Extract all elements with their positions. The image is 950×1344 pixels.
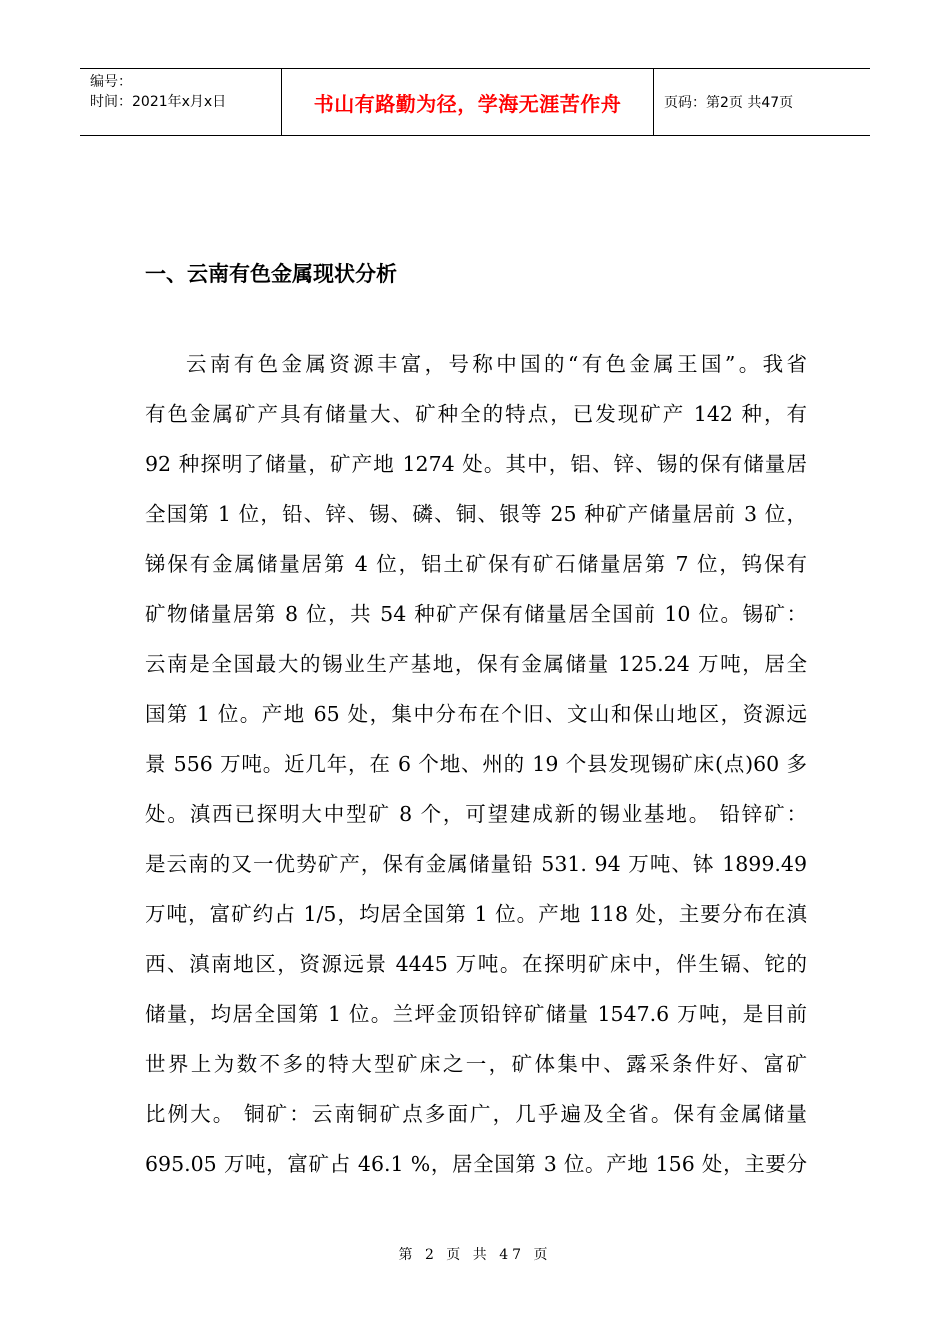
- date-label: 时间：2021年x月x日: [90, 94, 227, 110]
- serial-number-label: 编号：: [90, 74, 132, 90]
- body-line: 景 556 万吨。近几年，在 6 个地、州的 19 个县发现锡矿床(点)60 多: [145, 752, 807, 776]
- body-line: 有色金属矿产具有储量大、矿种全的特点，已发现矿产 142 种，有: [145, 402, 807, 426]
- body-line: 云南是全国最大的锡业生产基地，保有金属储量 125.24 万吨，居全: [145, 652, 807, 676]
- body-line: 云南有色金属资源丰富，号称中国的“有色金属王国”。我省: [186, 352, 807, 376]
- body-line: 矿物储量居第 8 位，共 54 种矿产保有储量居全国前 10 位。锡矿：: [145, 602, 807, 626]
- body-line: 处。滇西已探明大中型矿 8 个，可望建成新的锡业基地。 铅锌矿：: [145, 802, 807, 826]
- page-info-cell: [654, 69, 870, 135]
- section-heading: 一、云南有色金属现状分析: [145, 262, 397, 286]
- body-line: 92 种探明了储量，矿产地 1274 处。其中，铝、锌、锡的保有储量居: [145, 452, 807, 476]
- body-line: 比例大。 铜矿：云南铜矿点多面广，几乎遍及全省。保有金属储量: [145, 1102, 807, 1126]
- header-meta-cell: [80, 69, 282, 135]
- body-line: 万吨，富矿约占 1/5，均居全国第 1 位。产地 118 处，主要分布在滇: [145, 902, 807, 926]
- motto-cell: [282, 69, 654, 135]
- page-info-text: 页码：第2页 共47页: [664, 95, 794, 111]
- body-line: 西、滇南地区，资源远景 4445 万吨。在探明矿床中，伴生镉、铊的: [145, 952, 807, 976]
- body-line: 国第 1 位。产地 65 处，集中分布在个旧、文山和保山地区，资源远: [145, 702, 807, 726]
- body-line: 锑保有金属储量居第 4 位，铝土矿保有矿石储量居第 7 位，钨保有: [145, 552, 807, 576]
- body-line: 695.05 万吨，富矿占 46.1 %，居全国第 3 位。产地 156 处，主要分: [145, 1152, 807, 1176]
- page-footer: 第 2 页 共 47 页: [398, 1247, 552, 1263]
- body-line: 全国第 1 位，铅、锌、锡、磷、铜、银等 25 种矿产储量居前 3 位，: [145, 502, 807, 526]
- body-line: 世界上为数不多的特大型矿床之一，矿体集中、露采条件好、富矿: [145, 1052, 807, 1076]
- body-line: 储量，均居全国第 1 位。兰坪金顶铅锌矿储量 1547.6 万吨，是目前: [145, 1002, 807, 1026]
- header-table: [80, 68, 870, 136]
- body-line: 是云南的又一优势矿产，保有金属储量铅 531. 94 万吨、钵 1899.49: [145, 852, 807, 876]
- body-paragraph: [145, 339, 807, 1189]
- motto-text: 书山有路勤为径，学海无涯苦作舟: [313, 91, 622, 116]
